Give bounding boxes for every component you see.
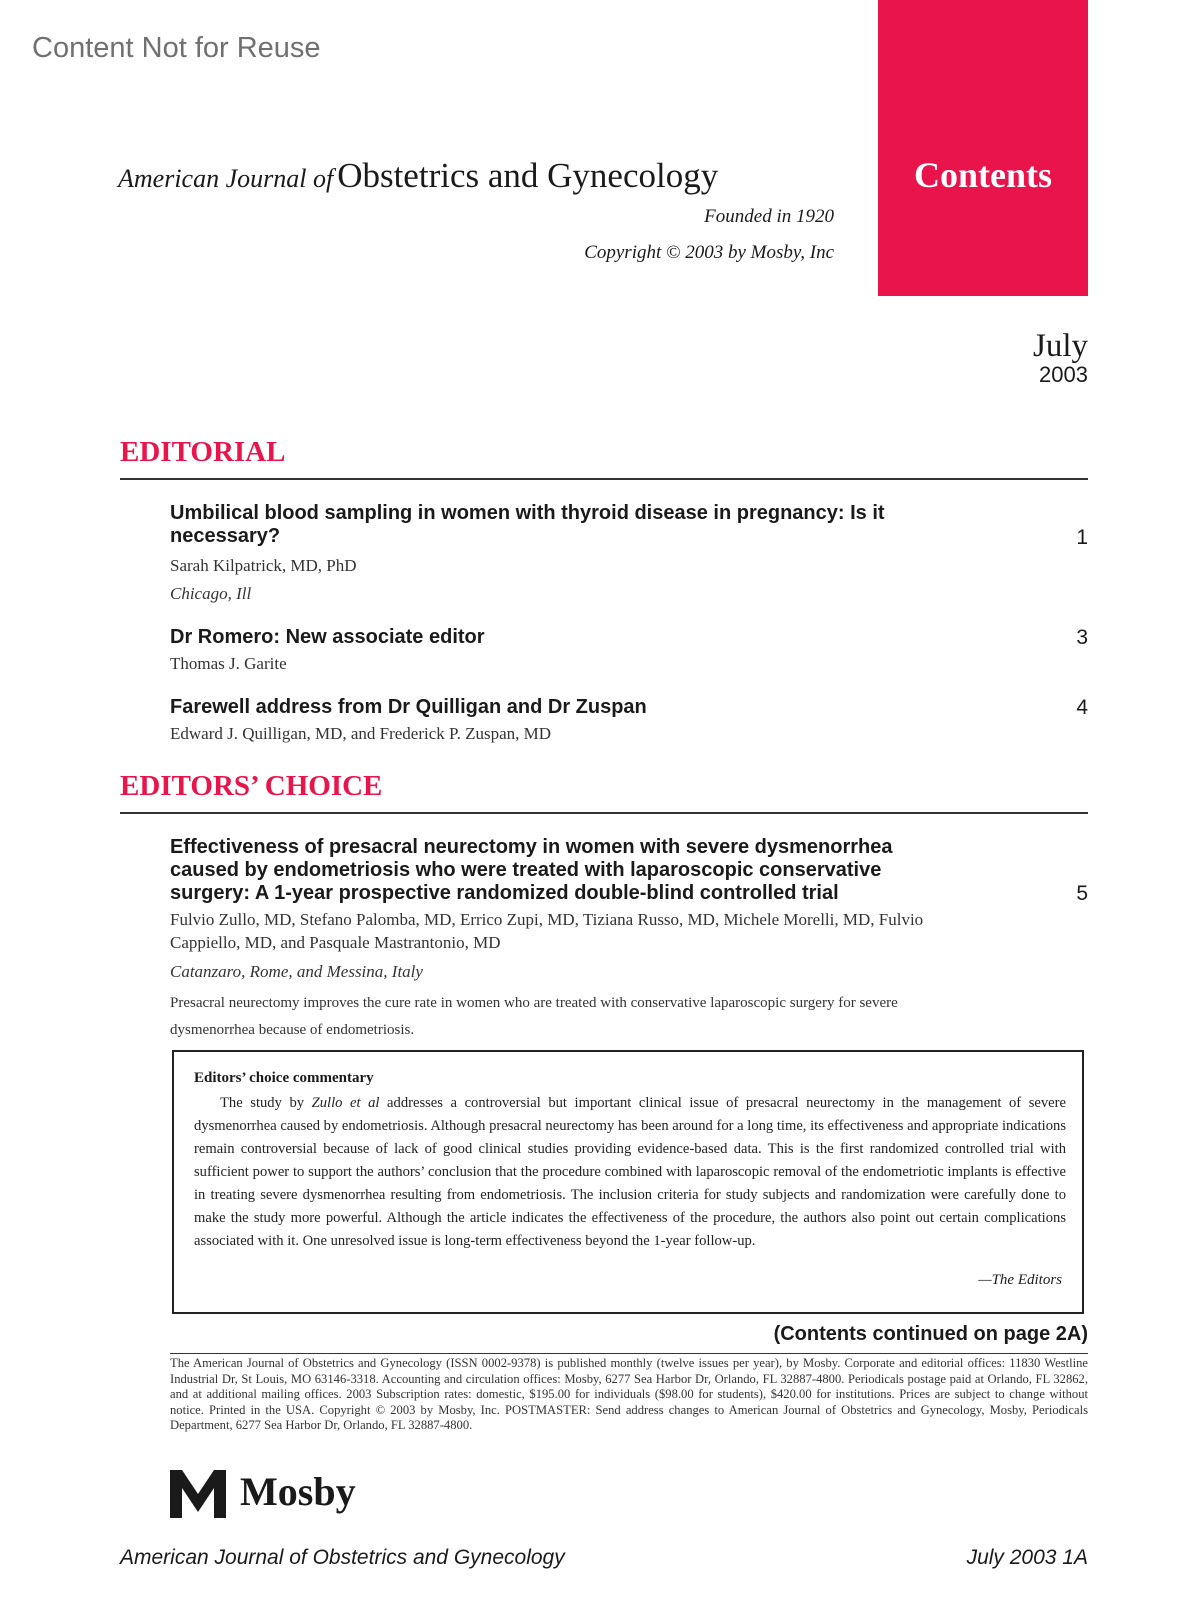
- journal-title-prefix: American Journal of: [118, 164, 334, 193]
- journal-title-main: Obstetrics and Gynecology: [337, 156, 719, 195]
- commentary-citation: Zullo et al: [311, 1095, 380, 1111]
- section-rule: [120, 478, 1088, 480]
- issue-year: 2003: [1039, 362, 1088, 387]
- founded-line: Founded in 1920: [704, 206, 834, 227]
- commentary-signature: —The Editors: [978, 1272, 1062, 1288]
- section-rule: [120, 812, 1088, 814]
- publication-info: [170, 1356, 1088, 1434]
- article-title[interactable]: Dr Romero: New associate editor: [170, 626, 485, 648]
- contents-label: Contents: [913, 155, 1052, 195]
- article-authors: Fulvio Zullo, MD, Stefano Palomba, MD, Errico Zupi, MD, Tiziana Russo, MD, Michele Morelli, MD, Fulvio Cappiello, MD, and Pasquale Mastrantonio, MD: [170, 910, 924, 952]
- article-page-number[interactable]: 3: [1076, 626, 1088, 649]
- section-title-editors-choice: EDITORS’ CHOICE: [120, 770, 383, 802]
- mosby-logo-icon: [170, 1470, 226, 1518]
- commentary-text: The study by: [220, 1095, 312, 1111]
- section-title-editorial: EDITORIAL: [120, 436, 286, 468]
- article-title[interactable]: Effectiveness of presacral neurectomy in women with severe dysmenorrhea caused by endometriosis who were treated with laparoscopic conservative surgery: A 1-year prospective randomized double-blind controlled trial: [170, 836, 893, 904]
- journal-masthead: [118, 156, 718, 196]
- issue-month: July: [1032, 328, 1088, 364]
- postmaster-label: POSTMASTER:: [505, 1402, 591, 1417]
- footer-page-info: July 2003 1A: [966, 1546, 1088, 1569]
- article-page-number[interactable]: 5: [1076, 882, 1088, 905]
- article-location: Catanzaro, Rome, and Messina, Italy: [170, 962, 423, 981]
- copyright-line: Copyright © 2003 by Mosby, Inc: [584, 242, 834, 263]
- article-page-number[interactable]: 1: [1076, 526, 1088, 549]
- publication-info-text: The American Journal of Obstetrics and Gynecology (ISSN 0002-9378) is published monthly (twelve issues per year), by Mosby. Corporate and editorial offices: 11830 Westline Industrial Dr, St Louis, MO 63146-3318. Accounting and circulation offices: Mosby, 6277 Sea Harbor Dr, Orlando, FL 32887-4800. Periodicals postage paid at Orlando, FL 32862, and at additional mailing offices. 2003 Subscription rates: domestic, $195.00 for individuals ($98.00 for students), $420.00 for institutions. Prices are subject to change without notice. Printed in the USA. Copyright © 2003 by Mosby, Inc.: [170, 1356, 1088, 1417]
- commentary-box: [172, 1050, 1084, 1314]
- commentary-body: [194, 1092, 1066, 1253]
- article-authors: Sarah Kilpatrick, MD, PhD: [170, 556, 357, 575]
- article-title[interactable]: Farewell address from Dr Quilligan and Dr Zuspan: [170, 696, 647, 718]
- article-authors: Thomas J. Garite: [170, 654, 287, 673]
- postmaster-text: Send address changes to American Journal of Obstetrics and Gynecology, Mosby, Periodicals Department, 6277 Sea Harbor Dr, Orlando, FL 32887-4800.: [170, 1402, 1088, 1433]
- footer-journal-title: American Journal of Obstetrics and Gynecology: [120, 1546, 565, 1569]
- watermark: Content Not for Reuse: [32, 32, 321, 64]
- publication-info-rule: [170, 1353, 1088, 1354]
- article-page-number[interactable]: 4: [1076, 696, 1088, 719]
- contents-banner: [878, 0, 1088, 296]
- continued-note: (Contents continued on page 2A): [773, 1323, 1088, 1345]
- article-title[interactable]: Umbilical blood sampling in women with thyroid disease in pregnancy: Is it necessary?: [170, 502, 885, 547]
- article-summary: Presacral neurectomy improves the cure rate in women who are treated with conservative laparoscopic surgery for severe dysmenorrhea because of endometriosis.: [170, 995, 898, 1038]
- publisher-name: Mosby: [240, 1469, 356, 1514]
- article-location: Chicago, Ill: [170, 584, 252, 603]
- article-authors: Edward J. Quilligan, MD, and Frederick P. Zuspan, MD: [170, 724, 552, 743]
- commentary-heading: Editors’ choice commentary: [194, 1070, 374, 1086]
- commentary-text: addresses a controversial but important clinical issue of presacral neurectomy in the management of severe dysmenorrhea caused by endometriosis. Although presacral neurectomy has been around for a long time, its effectiveness and appropriate indications remain controversial because of lack of good clinical studies providing evidence-based data. This is the first randomized controlled trial with sufficient power to support the authors’ conclusion that the procedure combined with laparoscopic removal of the endometriotic implants is effective in treating severe dysmenorrhea resulting from endometriosis. The inclusion criteria for study subjects and randomization were carefully done to make the study more powerful. Although the article indicates the effectiveness of the procedure, the authors also point out certain complications associated with it. One unresolved issue is long-term effectiveness beyond the 1-year follow-up.: [194, 1095, 1066, 1249]
